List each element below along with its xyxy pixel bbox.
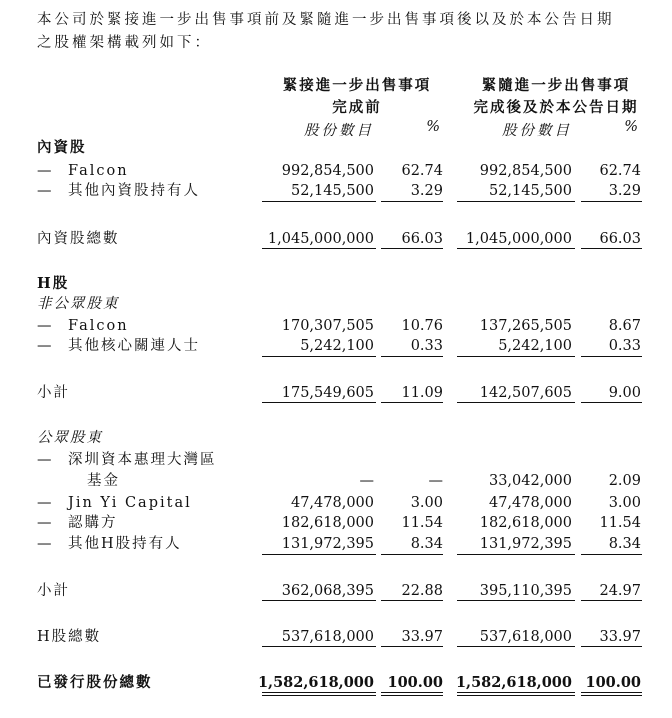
header-shares-before: 股份數目 — [304, 123, 374, 139]
pct-before: 11.09 — [401, 385, 443, 401]
subtotal-row — [0, 581, 672, 601]
intro-line-1: 本公司於緊接進一步出售事項前及緊隨進一步出售事項後以及於本公告日期 — [37, 12, 615, 28]
rule — [262, 201, 376, 202]
row-label: Falcon — [68, 318, 129, 334]
pct-after: 24.97 — [599, 583, 641, 599]
rule — [381, 248, 443, 249]
rule — [457, 356, 575, 357]
shares-before: — — [359, 473, 374, 489]
rule — [581, 248, 642, 249]
table-row — [0, 493, 672, 513]
rule — [581, 356, 642, 357]
grand-total-row — [0, 673, 672, 693]
shares-before: 175,549,605 — [281, 385, 374, 401]
table-row — [0, 513, 672, 533]
rule — [581, 554, 642, 555]
shares-after: 537,618,000 — [479, 629, 572, 645]
shares-before: 5,242,100 — [300, 338, 374, 354]
rule — [457, 402, 575, 403]
row-label: 小計 — [37, 385, 70, 401]
pct-after: 33.97 — [599, 629, 641, 645]
shares-after: 142,507,605 — [479, 385, 572, 401]
row-label: Jin Yi Capital — [68, 495, 192, 511]
table-row — [0, 534, 672, 554]
rule — [262, 402, 376, 403]
rule — [381, 600, 443, 601]
non-public-title: 非公眾股東 — [37, 296, 120, 312]
intro-line-2: 之股權架構載列如下： — [37, 35, 212, 51]
header-shares-after: 股份數目 — [502, 123, 572, 139]
shares-before: 131,972,395 — [281, 536, 374, 552]
shares-after: 1,045,000,000 — [465, 231, 572, 247]
pct-after: 0.33 — [608, 338, 641, 354]
dash-marker: — — [37, 338, 52, 354]
pct-before: — — [428, 473, 443, 489]
shares-before: 992,854,500 — [281, 163, 374, 179]
row-label: 其他核心關連人士 — [68, 338, 200, 354]
subtotal-row — [0, 383, 672, 403]
table-row — [0, 450, 672, 470]
rule — [581, 402, 642, 403]
shares-before: 1,045,000,000 — [267, 231, 374, 247]
pct-after: 9.00 — [608, 385, 641, 401]
shares-after: 182,618,000 — [479, 515, 572, 531]
row-label: 內資股總數 — [37, 231, 120, 247]
double-rule — [581, 692, 642, 693]
rule — [262, 554, 376, 555]
table-row — [0, 316, 672, 336]
section-h-title — [0, 274, 672, 294]
header-pct-after: % — [624, 119, 641, 135]
double-rule — [457, 692, 575, 693]
rule — [581, 201, 642, 202]
table-row-continuation — [0, 471, 672, 491]
rule — [381, 201, 443, 202]
rule — [381, 402, 443, 403]
rule — [381, 554, 443, 555]
dash-marker: — — [37, 495, 52, 511]
shares-before: 47,478,000 — [290, 495, 374, 511]
shares-before: 1,582,618,000 — [257, 674, 374, 691]
rule — [262, 646, 376, 647]
pct-before: 3.29 — [410, 183, 443, 199]
pct-after: 11.54 — [599, 515, 641, 531]
row-label-continued: 基金 — [87, 473, 120, 489]
pct-before: 11.54 — [401, 515, 443, 531]
row-label: 小計 — [37, 583, 70, 599]
rule — [457, 201, 575, 202]
shares-after: 52,145,500 — [488, 183, 572, 199]
row-label: 其他H股持有人 — [68, 536, 182, 552]
pct-before: 62.74 — [401, 163, 443, 179]
rule — [457, 600, 575, 601]
pct-after: 100.00 — [585, 674, 641, 691]
rule — [262, 248, 376, 249]
dash-marker: — — [37, 452, 52, 468]
row-label: 認購方 — [68, 515, 118, 531]
shares-before: 182,618,000 — [281, 515, 374, 531]
rule — [381, 646, 443, 647]
double-rule — [457, 695, 575, 696]
header-before-line-1: 緊接進一步出售事項 — [282, 77, 432, 94]
row-label: H股總數 — [37, 629, 102, 645]
pct-after: 3.00 — [608, 495, 641, 511]
domestic-title: 內資股 — [37, 139, 87, 156]
public-title: 公眾股東 — [37, 430, 103, 446]
shares-after: 47,478,000 — [488, 495, 572, 511]
rule — [262, 356, 376, 357]
shares-after: 137,265,505 — [479, 318, 572, 334]
header-after — [456, 75, 656, 119]
pct-after: 8.67 — [608, 318, 641, 334]
pct-before: 100.00 — [387, 674, 443, 691]
pct-after: 62.74 — [599, 163, 641, 179]
pct-after: 8.34 — [608, 536, 641, 552]
rule — [457, 554, 575, 555]
shares-after: 992,854,500 — [479, 163, 572, 179]
pct-before: 0.33 — [410, 338, 443, 354]
header-before — [262, 75, 452, 119]
intro-paragraph — [37, 9, 657, 55]
rule — [581, 646, 642, 647]
pct-before: 22.88 — [401, 583, 443, 599]
pct-before: 8.34 — [410, 536, 443, 552]
total-row — [0, 627, 672, 647]
subsection-non-public — [0, 294, 672, 314]
pct-before: 66.03 — [401, 231, 443, 247]
table-row — [0, 161, 672, 181]
dash-marker: — — [37, 163, 52, 179]
row-label: 已發行股份總數 — [37, 674, 153, 691]
double-rule — [581, 695, 642, 696]
shares-before: 170,307,505 — [281, 318, 374, 334]
dash-marker: — — [37, 515, 52, 531]
dash-marker: — — [37, 318, 52, 334]
pct-after: 2.09 — [608, 473, 641, 489]
table-row — [0, 336, 672, 356]
shares-after: 5,242,100 — [498, 338, 572, 354]
dash-marker: — — [37, 183, 52, 199]
double-rule — [262, 692, 376, 693]
pct-before: 3.00 — [410, 495, 443, 511]
pct-after: 66.03 — [599, 231, 641, 247]
table-row — [0, 181, 672, 201]
shares-after: 131,972,395 — [479, 536, 572, 552]
double-rule — [262, 695, 376, 696]
section-domestic-title — [0, 138, 672, 158]
rule — [262, 600, 376, 601]
shares-before: 537,618,000 — [281, 629, 374, 645]
subsection-public — [0, 428, 672, 448]
pct-after: 3.29 — [608, 183, 641, 199]
header-pct-before: % — [426, 119, 443, 135]
rule — [457, 646, 575, 647]
row-label: 深圳資本惠理大灣區 — [68, 452, 217, 468]
pct-before: 33.97 — [401, 629, 443, 645]
shares-after: 1,582,618,000 — [455, 674, 572, 691]
rule — [457, 248, 575, 249]
shares-before: 52,145,500 — [290, 183, 374, 199]
row-label: Falcon — [68, 163, 129, 179]
double-rule — [381, 695, 443, 696]
header-after-line-1: 緊隨進一步出售事項 — [481, 77, 631, 94]
pct-before: 10.76 — [401, 318, 443, 334]
shares-after: 33,042,000 — [488, 473, 572, 489]
total-row — [0, 229, 672, 249]
rule — [381, 356, 443, 357]
shares-before: 362,068,395 — [281, 583, 374, 599]
dash-marker: — — [37, 536, 52, 552]
row-label: 其他內資股持有人 — [68, 183, 200, 199]
double-rule — [381, 692, 443, 693]
header-before-line-2: 完成前 — [332, 99, 382, 116]
h-shares-title: H股 — [37, 275, 70, 292]
rule — [581, 600, 642, 601]
shares-after: 395,110,395 — [479, 583, 572, 599]
header-after-line-2: 完成後及於本公告日期 — [473, 99, 639, 116]
